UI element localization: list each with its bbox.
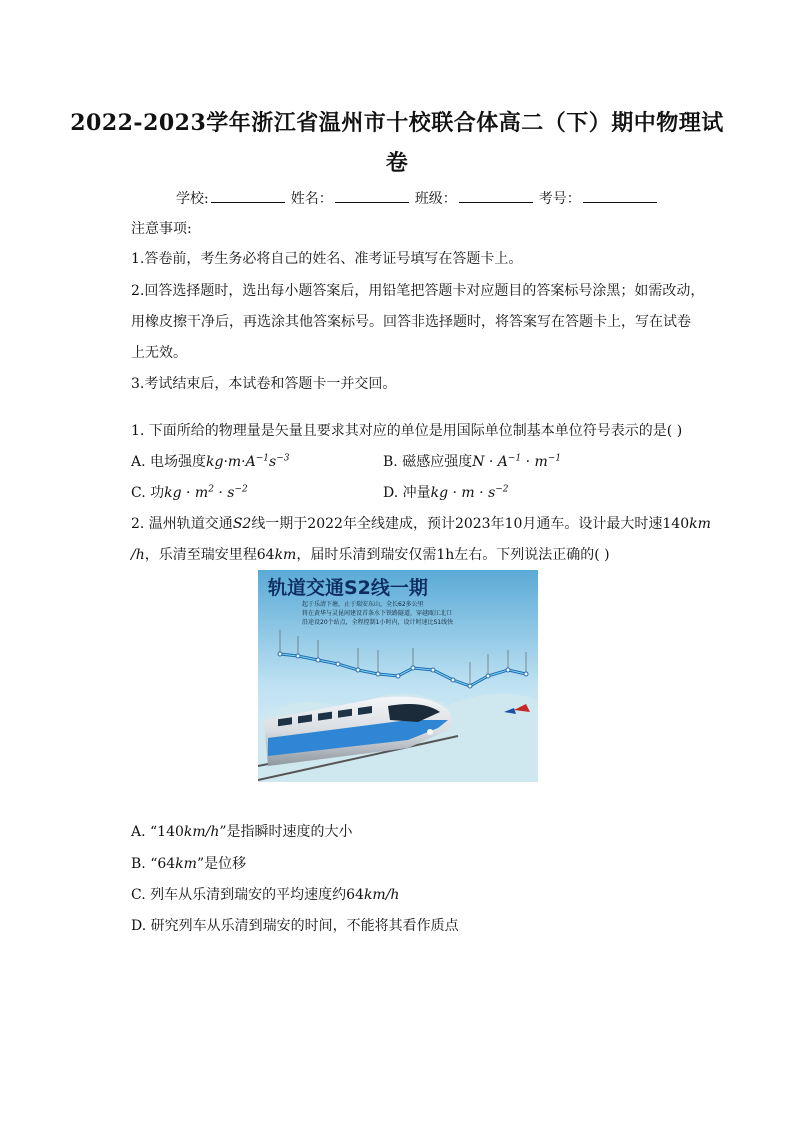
page-title: 2022-2023学年浙江省温州市十校联合体高二（下）期中物理试 [70, 110, 724, 136]
q1-stem: 1. 下面所给的物理量是矢量且要求其对应的单位是用国际单位制基本单位符号表示的是( ) [131, 423, 683, 439]
q2-option-b [131, 855, 246, 873]
school-field[interactable] [211, 188, 285, 203]
note-item-3: 3.考试结束后，本试卷和答题卡一并交回。 [131, 376, 397, 392]
q2-unit: km [689, 516, 711, 532]
q2-line-name: S2 [232, 516, 252, 532]
q1-option-a-exp2: −3 [276, 453, 290, 464]
q1-option-a-label: A. 电场强度 [131, 454, 207, 470]
notes-heading: 注意事项: [131, 221, 192, 237]
q2-option-a-unit: km/h [183, 824, 220, 840]
q1-option-c-unit2: · s [213, 485, 235, 501]
class-label: 班级： [414, 191, 457, 207]
q2-option-b-unit: km [175, 856, 197, 872]
name-label: 姓名： [290, 191, 333, 207]
q1-option-c-exp1: 2 [208, 484, 214, 495]
q1-option-b-unit: N · A [472, 454, 508, 470]
school-label: 学校: [176, 191, 209, 207]
q1-option-c-unit: kg · m [164, 485, 209, 501]
q1-option-d [383, 484, 509, 502]
q2-stem-part: ，届时乐清到瑞安仅需1h左右。下列说法正确的( ) [296, 547, 610, 563]
note-item-2-end: 上无效。 [131, 345, 187, 361]
q1-option-b-exp2: −1 [547, 453, 562, 464]
exam-no-label: 考号： [538, 191, 581, 207]
q1-option-a-exp1: −1 [255, 453, 270, 464]
q2-unit: km [274, 547, 297, 563]
q2-stem-part: 线一期于2022年全线建成，预计2023年10月通车。设计最大时速140 [251, 516, 690, 532]
exam-no-field[interactable] [583, 188, 657, 203]
q1-option-a-unit2: s [269, 454, 277, 470]
q2-stem-cont [131, 546, 610, 564]
q2-option-b-text-end: ”是位移 [196, 856, 247, 872]
figure-subtitle-1: 起于乐清下塘，止于瑞安东山，全长62多公里 [302, 601, 424, 608]
q1-option-b-exp1: −1 [507, 453, 522, 464]
figure-title: 轨道交通S2线一期 [268, 577, 428, 599]
q2-option-a-text: A. “140 [131, 824, 184, 840]
figure-subtitle-2: 将在黄华与灵昆间建设首条水下铁路隧道，穿越瓯江北口 [302, 610, 453, 617]
page-title-continued: 卷 [385, 150, 409, 176]
q2-stem-part: 2. 温州轨道交通 [131, 516, 233, 532]
q1-option-c-exp2: −2 [234, 484, 248, 495]
class-field[interactable] [459, 188, 533, 203]
q1-option-d-unit: kg · m · s [430, 485, 496, 501]
q1-option-a-unit: kg·m·A [206, 454, 256, 470]
q2-option-a [131, 823, 353, 841]
q1-option-c-label: C. 功 [131, 485, 165, 501]
note-item-1: 1.答卷前，考生务必将自己的姓名、准考证号填写在答题卡上。 [131, 251, 523, 267]
q1-option-d-label: D. 冲量 [383, 485, 431, 501]
q1-option-b [383, 453, 561, 471]
q2-option-c-unit: km/h [363, 887, 400, 903]
q2-option-c [131, 886, 399, 904]
q2-stem-part: ，乐清至瑞安里程64 [144, 547, 275, 563]
figure-subtitle-3: 沿途设20个站点，全程控制1小时内，设计时速比S1线快 [302, 619, 454, 626]
q2-option-c-text: C. 列车从乐清到瑞安的平均速度约64 [131, 887, 364, 903]
q1-option-b-label: B. 磁感应强度 [383, 454, 473, 470]
name-field[interactable] [335, 188, 409, 203]
note-item-2: 2.回答选择题时，选出每小题答案后，用铅笔把答题卡对应题目的答案标号涂黑；如需改动， [131, 283, 705, 299]
q1-option-b-unit2: · m [521, 454, 548, 470]
note-item-2-cont: 用橡皮擦干净后，再选涂其他答案标号。回答非选择题时，将答案写在答题卡上，写在试卷 [131, 314, 691, 330]
q1-option-c [131, 484, 248, 502]
q1-option-d-exp1: −2 [495, 484, 509, 495]
s2-line-figure [258, 570, 538, 782]
student-info-line [176, 188, 663, 208]
q2-option-a-text-end: ”是指瞬时速度的大小 [219, 824, 353, 840]
q2-unit: /h [131, 547, 145, 563]
q2-option-d: D. 研究列车从乐清到瑞安的时间，不能将其看作质点 [131, 918, 459, 934]
q2-option-b-text: B. “64 [131, 856, 176, 872]
q1-option-a [131, 453, 290, 471]
q2-stem [131, 515, 711, 533]
